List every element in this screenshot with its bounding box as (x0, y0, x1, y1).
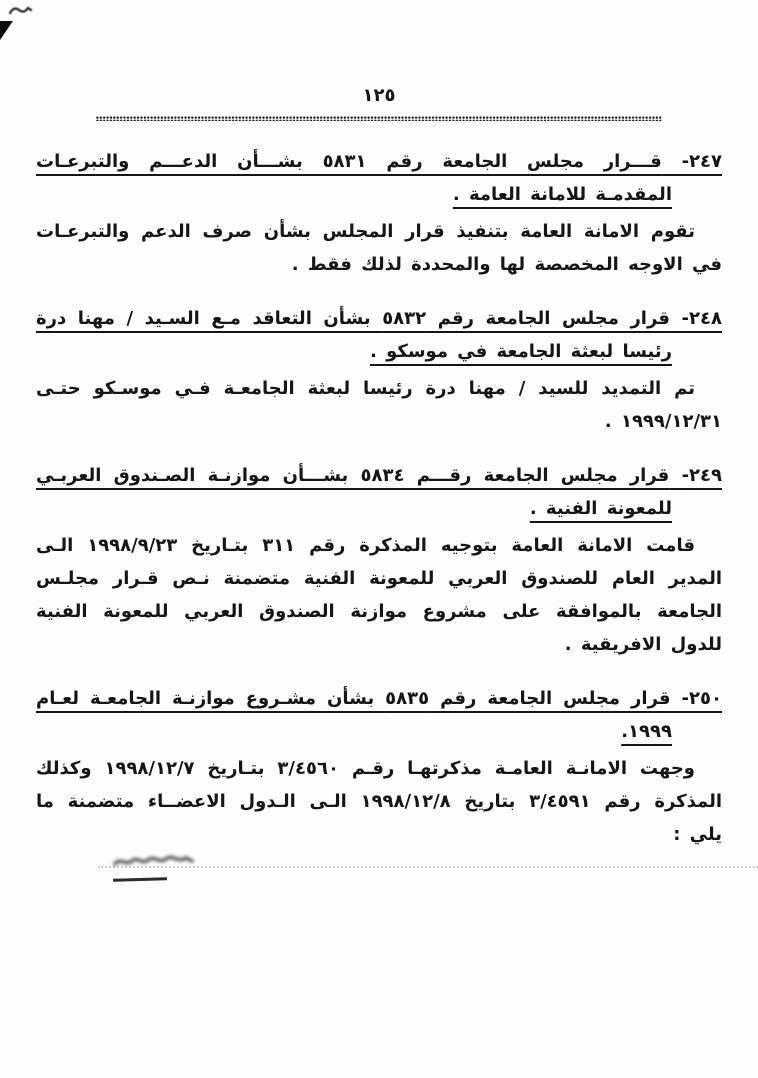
scan-artifact-dotted-line (98, 866, 758, 868)
resolution-title (36, 682, 722, 748)
resolution-item-249 (36, 459, 722, 661)
page-number: ١٢٥ (362, 85, 396, 106)
resolution-title (36, 459, 722, 525)
header-dotted-rule (96, 116, 662, 121)
scan-artifact-squiggle (9, 1, 33, 20)
scan-artifact-underline (113, 877, 167, 881)
resolution-title-text: قرار مجلس الجامعة رقم ٥٨٣٢ بشأن التعاقد مـع السـيد / مهنا درة رئيسا لبعثة الجامعة في موسكو . (36, 308, 672, 362)
resolution-item-250 (36, 682, 722, 851)
resolution-title-text: قرار مجلس الجامعة رقـــم ٥٨٣٤ بشـــأن موازنـة الصـندوق العربـي للمعونة الفنية . (36, 465, 672, 519)
document-content (0, 145, 758, 851)
scan-artifact-triangle (0, 21, 13, 40)
resolution-item-247 (36, 145, 722, 281)
resolution-title-text: قـــرار مجلس الجامعة رقم ٥٨٣١ بشـــأن الدعـــم والتبرعـات المقدمـة للامانة العامة . (36, 151, 672, 205)
resolution-body: قامت الامانة العامة بتوجيه المذكرة رقم ٣١١ بتـاريخ ١٩٩٨/٩/٢٣ الـى المدير العام للصندوق العربي للمعونة الفنية متضمنة نـص قـرار مجلـس الجامعة بالموافقة على مشروع موازنة الصندوق العربي للمعونة الفنية للدول الافريقية . (36, 535, 722, 655)
resolution-title (36, 302, 722, 368)
resolution-item-248 (36, 302, 722, 438)
resolution-title (36, 145, 722, 211)
resolution-body: تقوم الامانة العامة بتنفيذ قرار المجلس بشأن صرف الدعم والتبرعـات في الاوجه المخصصة لها والمحددة لذلك فقط . (36, 221, 722, 275)
resolution-number: ٢٤٧- (681, 151, 723, 172)
resolution-body: وجهت الامانـة العامـة مذكرتهـا رقـم ٣/٤٥٦٠ بتـاريخ ١٩٩٨/١٢/٧ وكذلك المذكرة رقم ٣/٤٥٩١ بتاريخ ١٩٩٨/١٢/٨ الـى الـدول الاعضــاء متضمنة ما يلي : (36, 758, 723, 845)
resolution-body: تم التمديد للسيد / مهنا درة رئيسا لبعثة الجامعـة فـي موسـكو حتـى ١٩٩٩/١٢/٣١ . (36, 378, 722, 432)
resolution-number: ٢٤٨- (681, 308, 722, 329)
resolution-number: ٢٥٠- (681, 688, 722, 709)
resolution-title-text: قرار مجلس الجامعة رقم ٥٨٣٥ بشأن مشـروع موازنـة الجامعـة لعـام ١٩٩٩. (36, 688, 672, 742)
resolution-number: ٢٤٩- (681, 465, 723, 486)
scan-artifact-smudge (112, 852, 196, 876)
